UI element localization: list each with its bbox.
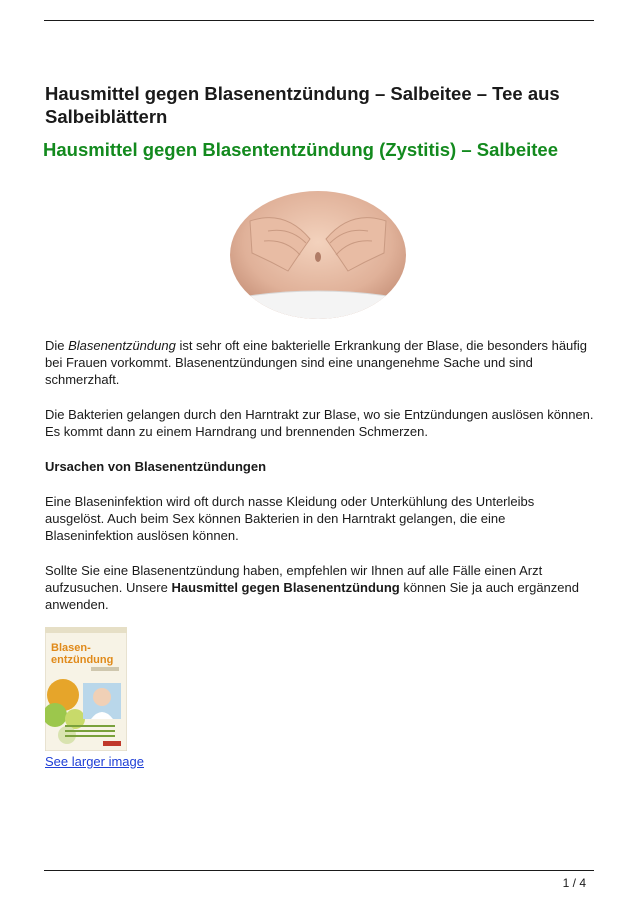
page-number: 1 / 4 — [562, 876, 586, 890]
intro-paragraph — [45, 337, 595, 388]
intro-text-start: Die — [45, 338, 69, 353]
page-subtitle: Hausmittel gegen Blasententzündung (Zystitis) – Salbeitee — [43, 139, 559, 160]
book-cover-title-line1: Blasen- — [51, 642, 91, 654]
header-rule — [44, 20, 594, 21]
section-heading-text: Ursachen von Blasenentzündungen — [45, 459, 267, 474]
hero-image-container — [45, 191, 595, 319]
book-cover-image[interactable] — [45, 627, 127, 751]
advice-text-end: können Sie ja auch ergänzend anwenden. — [45, 580, 579, 612]
page-title: Hausmittel gegen Blasenentzündung – Salbeitee – Tee aus Salbeiblättern — [45, 83, 560, 127]
book-cover-title-line2: entzündung — [51, 654, 114, 666]
see-larger-image-link[interactable]: See larger image — [45, 754, 144, 769]
intro-emphasis: Blasenentzündung — [68, 338, 176, 353]
footer-rule — [44, 870, 594, 871]
intro-text-end: ist sehr oft eine bakterielle Erkrankung der Blase, die besonders häufig bei Frauen vorkommt. Blasenentzündungen sind eine unangenehme Sache und sind schmerzhaft. — [45, 338, 588, 387]
causes-paragraph: Eine Blaseninfektion wird oft durch nasse Kleidung oder Unterkühlung des Unterleibs ausgelöst. Auch beim Sex können Bakterien in den Harntrakt gelangen, die eine Blaseninfektion auslösen können. — [45, 494, 535, 543]
bacteria-paragraph: Die Bakterien gelangen durch den Harntrakt zur Blase, wo sie Entzündungen auslösen können. Es kommt dann zu einem Harndrang und brennenden Schmerzen. — [45, 407, 594, 439]
advice-text-start: Sollte Sie eine Blasenentzündung haben, empfehlen wir Ihnen auf alle Fälle einen Arzt aufzusuchen. Unsere — [45, 563, 543, 595]
book-container — [45, 627, 595, 751]
belly-hands-image — [230, 191, 406, 319]
document-body — [45, 82, 595, 771]
advice-paragraph — [45, 562, 595, 613]
section-heading — [45, 458, 595, 475]
advice-strong: Hausmittel gegen Blasenentzündung — [171, 580, 400, 595]
